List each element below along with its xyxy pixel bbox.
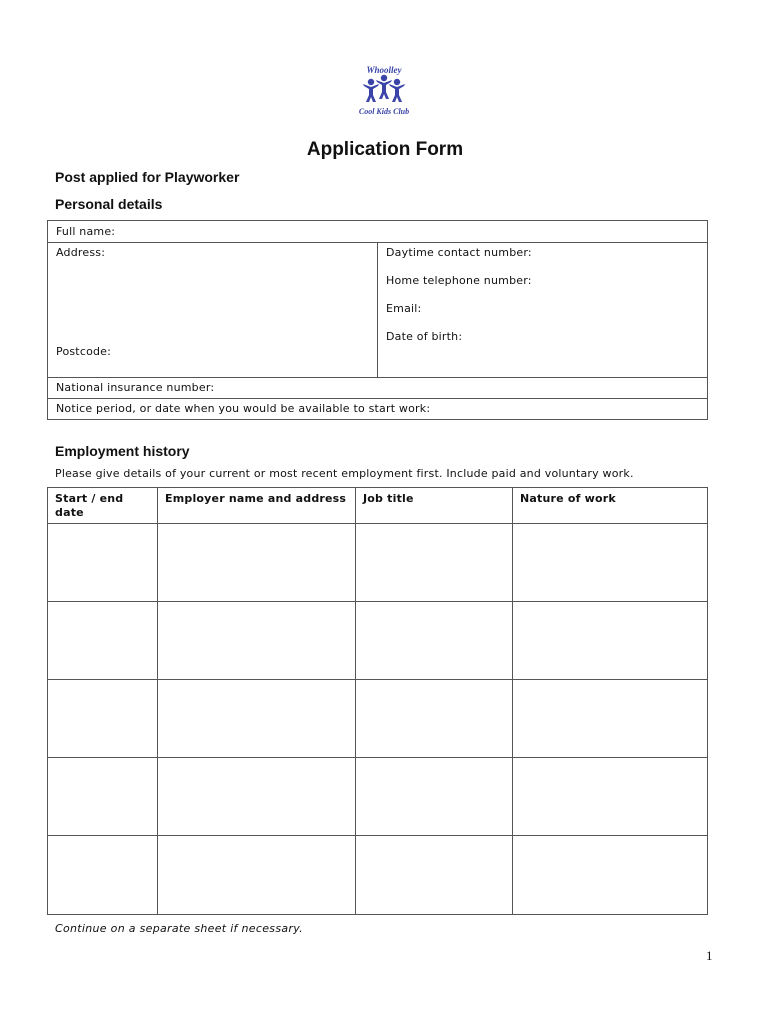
column-header-nature-of-work: Nature of work (520, 492, 616, 505)
home-telephone-field[interactable]: Home telephone number: (386, 274, 532, 287)
column-header-line: date (55, 506, 84, 519)
column-header-line: Start / end (55, 492, 124, 505)
personal-details-heading: Personal details (55, 196, 163, 212)
logo-top-text: Whoolley (366, 65, 402, 75)
full-name-field[interactable]: Full name: (56, 225, 116, 238)
kids-figures-icon (363, 75, 405, 102)
email-field[interactable]: Email: (386, 302, 422, 315)
column-header-job-title: Job title (363, 492, 414, 505)
column-divider (377, 242, 378, 377)
column-header-employer: Employer name and address (165, 492, 347, 505)
row-divider (48, 398, 707, 399)
row-divider (48, 377, 707, 378)
address-field[interactable]: Address: (56, 246, 106, 259)
table-row[interactable] (48, 836, 707, 914)
post-applied-heading: Post applied for Playworker (55, 169, 240, 185)
table-row[interactable] (48, 602, 707, 679)
club-logo (345, 62, 423, 120)
table-row[interactable] (48, 758, 707, 835)
daytime-contact-field[interactable]: Daytime contact number: (386, 246, 532, 259)
table-row[interactable] (48, 680, 707, 757)
postcode-field[interactable]: Postcode: (56, 345, 112, 358)
employment-intro-text: Please give details of your current or most recent employment first. Include paid and voluntary work. (55, 467, 634, 480)
employment-history-table (47, 487, 708, 915)
page-title: Application Form (306, 139, 464, 160)
continue-note: Continue on a separate sheet if necessary. (55, 922, 303, 935)
personal-details-form (47, 220, 708, 420)
logo-bottom-text: Cool Kids Club (358, 107, 410, 116)
club-logo-image (345, 62, 423, 120)
column-header-start-end-date (55, 492, 123, 520)
national-insurance-field[interactable]: National insurance number: (56, 381, 215, 394)
page-number: 1 (706, 948, 713, 963)
date-of-birth-field[interactable]: Date of birth: (386, 330, 463, 343)
table-row[interactable] (48, 524, 707, 601)
employment-history-heading: Employment history (55, 443, 190, 459)
notice-period-field[interactable]: Notice period, or date when you would be available to start work: (56, 402, 431, 415)
